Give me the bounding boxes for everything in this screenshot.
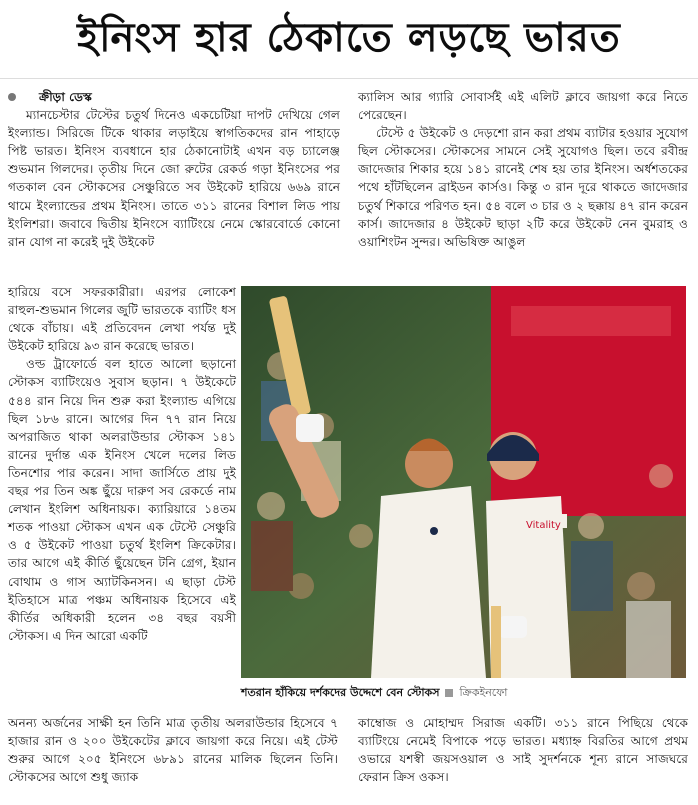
news-photo	[241, 286, 686, 678]
jersey-sponsor-text: Vitality	[526, 520, 561, 531]
photo-illustration	[241, 286, 686, 678]
byline-text: ক্রীড়া ডেস্ক	[39, 90, 92, 104]
paragraph: কাম্বোজ ও মোহাম্মদ সিরাজ একটি। ৩১১ রানে পিছিয়ে থেকে ব্যাটিংয়ে নেমেই বিপাকে পড়ে ভারত। মধ্যাহ্ন বিরতির আগে প্রথম ওভারে যশস্বী জয়সওয়াল ও সাই সুদর্শনকে শূন্য রানে সাজঘরে ফেরান ক্রিস ওকস।	[358, 716, 688, 785]
headline: ইনিংস হার ঠেকাতে লড়ছে ভারত	[0, 0, 698, 79]
byline	[8, 88, 340, 106]
paragraph: ক্যালিস আর গ্যারি সোবার্সই এই এলিট ক্লাবে জায়গা করে নিতে পেরেছেন।	[358, 90, 688, 123]
article-column-bottom-right	[358, 714, 688, 786]
paragraph: ওল্ড ট্রাফোর্ডে বল হাতে আলো ছড়ানো স্টোকস ব্যাটিংয়েও সুবাস ছড়ান। ৭ উইকেটে ৫৪৪ রান নিয়ে দিন শুরু করা ইংল্যান্ড এগিয়ে ছিল ১৮৬ রানে। আগের দিন ৭৭ রান নিয়ে অপরাজিত থাকা অলরাউন্ডার স্টোকস ১৪১ রানের দুর্দান্ত এক ইনিংস খেলে দলের লিড তিনশোর পার করেন। সাদা জার্সিতে প্রায় দুই বছর পর তিন অঙ্ক ছুঁয়ে দারুণ সব রেকর্ডে নাম লেখান ইংলিশ অধিনায়ক। ক্যারিয়ারে ১৪তম শতক পাওয়া স্টোকস এখন এক টেস্টে সেঞ্চুরি ও ৫ উইকেট পাওয়া চতুর্থ ইংলিশ ক্রিকেটার। তার আগে এই কীর্তি ছুঁয়েছেন টনি গ্রেগ, ইয়ান বোথাম ও গাস অ্যাটকিনসন। এ ছাড়া টেস্ট ইতিহাসে মাত্র পঞ্চম অধিনায়ক হিসেবে এই কীর্তির অধিকারী হলেন ৩৪ বছর বয়সী স্টোকস। এ দিন আরো একটি	[8, 357, 236, 643]
paragraph: টেস্টে ৫ উইকেট ও দেড়শো রান করা প্রথম ব্যাটার হওয়ার সুযোগ ছিল স্টোকসের। স্টোকসের সামনে সেই সুযোগও ছিল। তবে রবীন্দ্র জাদেজার শিকার হয়ে ১৪১ রানেই শেষ হয় তার ইনিংস। অর্ধশতকের পথে হাঁটছিলেন ব্রাইডন কার্স‌ও। কিন্তু ৩ রান দূরে থাকতে জাদেজার চতুর্থ শিকারে পরিণত হন। ৫৪ বলে ৩ চার ও ২ ছক্কায় ৪৭ রান করেন কার্স। জাদেজার ৪ উইকেট ছাড়া ২টি করে উইকেট নেন বুমরাহ ও ওয়াশিংটন সুন্দর। অভিষিক্ত আঙুল	[358, 126, 688, 249]
photo-caption	[241, 683, 686, 703]
paragraph: অনন্য অর্জনের সাক্ষী হন তিনি মাত্র তৃতীয় অলরাউন্ডার হিসেবে ৭ হাজার রান ও ২০০ উইকেটের ক্লাবে জায়গা করে নিয়ে। এই টেস্ট শুরুর আগে ২০৫ ইনিংসে ৬৮৯১ রানের মালিক ছিলেন তিনি। স্টোকসের আগে শুধু জ্যাক	[8, 716, 338, 785]
paragraph: ম্যানচেস্টার টেস্টের চতুর্থ দিনেও একচেটিয়া দাপট দেখিয়ে গেল ইংল্যান্ড। সিরিজে টিকে থাকার লড়াইয়ে স্বাগতিকদের রান পাহাড়ে পিষ্ট ভারত। ইনিংস ব্যবধানে হার ঠেকানোটাই এখন বড় চ্যালেঞ্জ শুভমান গিলদের। তৃতীয় দিনে জো রুটের রেকর্ড গড়া ইনিংসের পর গতকাল বেন স্টোকসের সেঞ্চুরিতে সব উইকেট হারিয়ে ৬৬৯ রানে থামে ইংল্যান্ডের প্রথম ইনিংস। তাতে ৩১১ রানের বিশাল লিড পায় ইংলিশরা। জবাবে দ্বিতীয় ইনিংসে ব্যাটিংয়ে নেমে স্কোরবোর্ডে কোনো রান যোগ না করেই দুই উইকেট	[8, 108, 340, 249]
photo-credit: ক্রিকইনফো	[459, 685, 508, 699]
caption-text: শতরান হাঁকিয়ে দর্শকদের উদ্দেশে বেন স্টোকস	[241, 685, 440, 699]
article-column-left-mid	[8, 283, 236, 645]
credit-icon	[445, 689, 453, 697]
article-column-left-top	[8, 88, 340, 251]
article-column-right-top	[358, 88, 688, 251]
bullet-icon	[8, 93, 16, 101]
paragraph: হারিয়ে বসে সফরকারীরা। এরপর লোকেশ রাহুল-শুভমান গিলের জুটি ভারতকে ব্যাটিং ধস থেকে বাঁচায়। এই প্রতিবেদন লেখা পর্যন্ত দুই উইকেট হারিয়ে ৯৩ রান করেছে ভারত।	[8, 285, 236, 354]
article-column-bottom-left	[8, 714, 338, 786]
